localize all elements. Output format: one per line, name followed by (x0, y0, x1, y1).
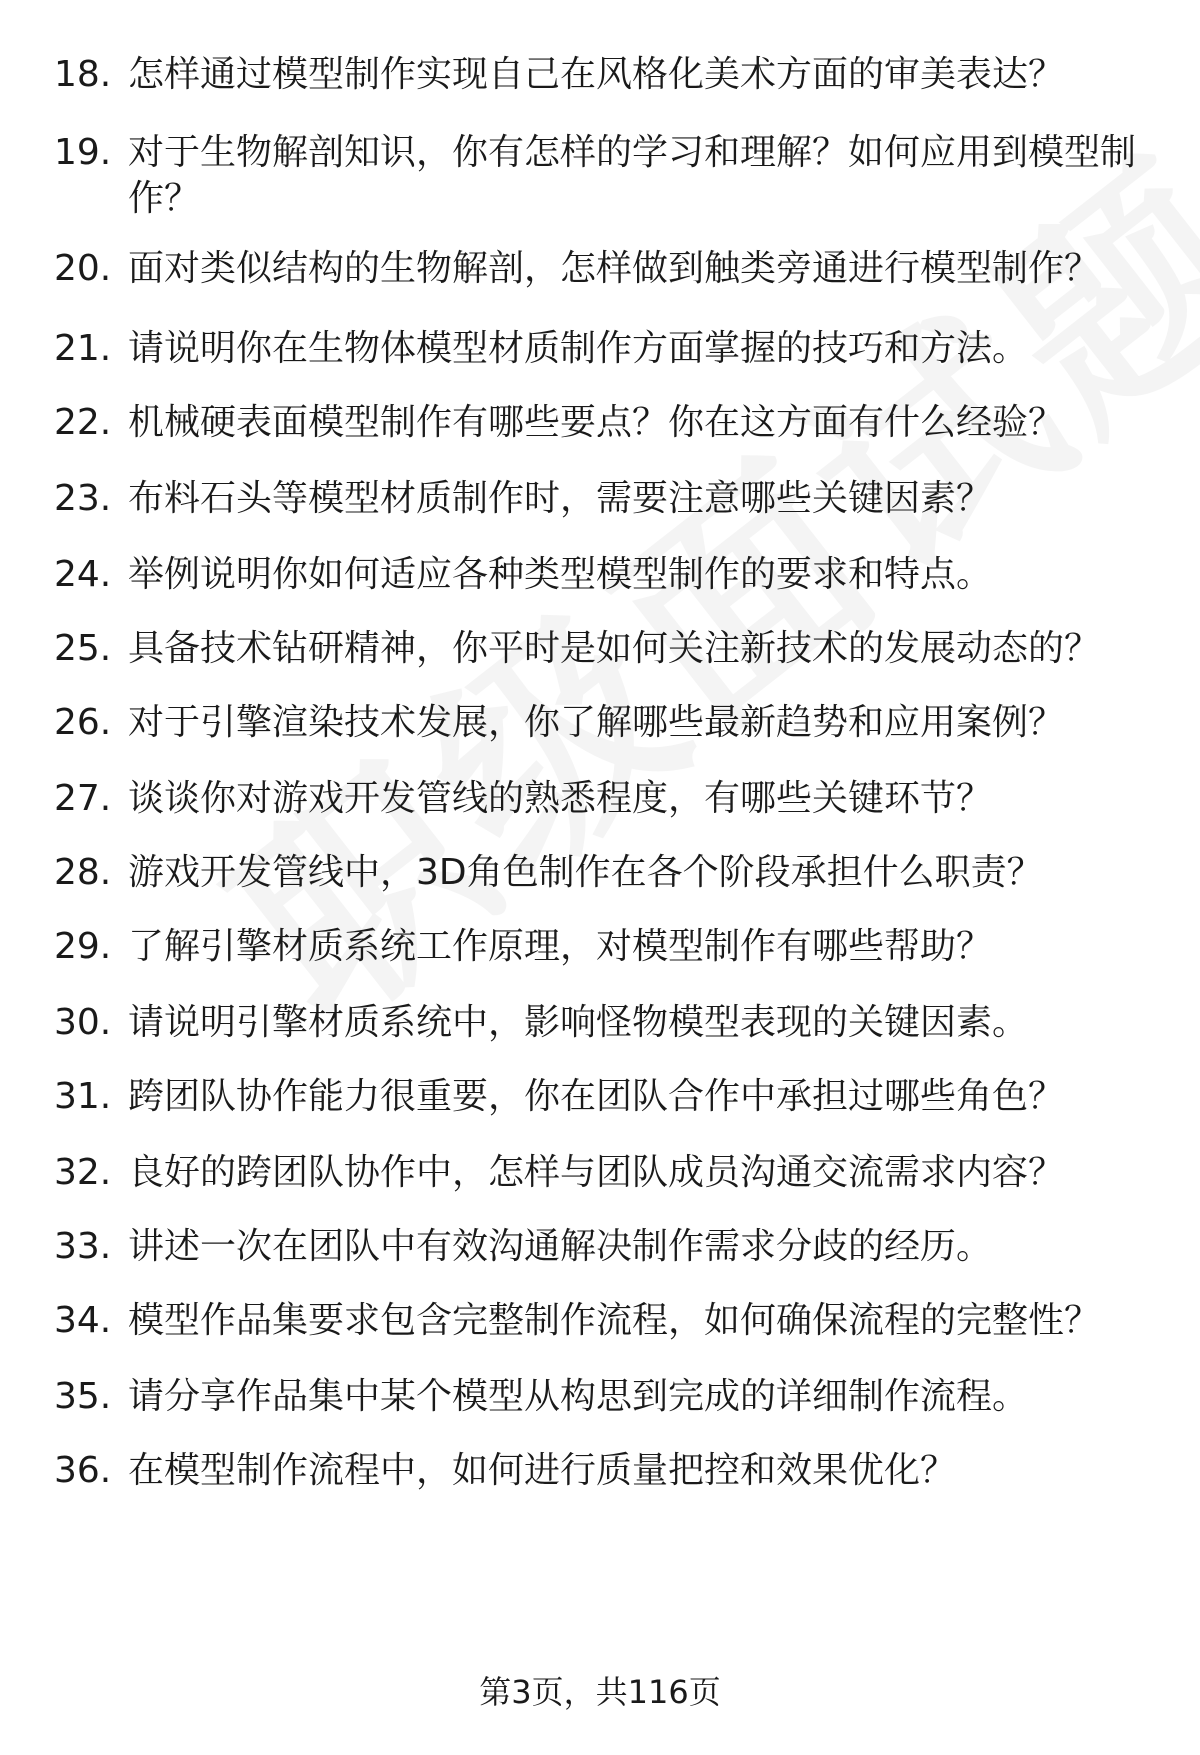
question-text: 请说明引擎材质系统中，影响怪物模型表现的关键因素。 (128, 1002, 1029, 1043)
question-text: 对于生物解剖知识，你有怎样的学习和理解？如何应用到模型制作？ (128, 132, 1137, 219)
question-number: 36. (54, 1450, 112, 1491)
question-number: 29. (54, 926, 112, 967)
question-text: 良好的跨团队协作中，怎样与团队成员沟通交流需求内容？ (128, 1152, 1065, 1193)
question-text: 请分享作品集中某个模型从构思到完成的详细制作流程。 (128, 1376, 1029, 1417)
question-text: 谈谈你对游戏开发管线的熟悉程度，有哪些关键环节？ (128, 778, 993, 819)
question-text: 讲述一次在团队中有效沟通解决制作需求分歧的经历。 (128, 1226, 993, 1267)
question-number: 30. (54, 1002, 112, 1043)
question-number: 19. (54, 132, 112, 173)
question-number: 21. (54, 328, 112, 369)
question-number: 27. (54, 778, 112, 819)
question-number: 33. (54, 1226, 112, 1267)
question-text: 对于引擎渲染技术发展，你了解哪些最新趋势和应用案例？ (128, 702, 1065, 743)
question-text: 举例说明你如何适应各种类型模型制作的要求和特点。 (128, 554, 993, 595)
question-text: 机械硬表面模型制作有哪些要点？你在这方面有什么经验？ (128, 402, 1065, 443)
question-number: 28. (54, 852, 112, 893)
question-number: 34. (54, 1300, 112, 1341)
question-text: 游戏开发管线中，3D角色制作在各个阶段承担什么职责？ (128, 852, 1043, 893)
question-number: 24. (54, 554, 112, 595)
question-number: 32. (54, 1152, 112, 1193)
question-number: 23. (54, 478, 112, 519)
question-number: 18. (54, 54, 112, 95)
question-number: 31. (54, 1076, 112, 1117)
question-text: 怎样通过模型制作实现自己在风格化美术方面的审美表达？ (128, 54, 1065, 95)
question-number: 20. (54, 248, 112, 289)
question-text: 具备技术钻研精神，你平时是如何关注新技术的发展动态的？ (128, 628, 1101, 669)
question-number: 35. (54, 1376, 112, 1417)
question-number: 22. (54, 402, 112, 443)
question-number: 26. (54, 702, 112, 743)
question-text: 了解引擎材质系统工作原理，对模型制作有哪些帮助？ (128, 926, 993, 967)
question-text: 模型作品集要求包含完整制作流程，如何确保流程的完整性？ (128, 1300, 1101, 1341)
question-text: 跨团队协作能力很重要，你在团队合作中承担过哪些角色？ (128, 1076, 1065, 1117)
question-text: 请说明你在生物体模型材质制作方面掌握的技巧和方法。 (128, 328, 1029, 369)
question-text: 面对类似结构的生物解剖，怎样做到触类旁通进行模型制作？ (128, 248, 1101, 289)
question-number: 25. (54, 628, 112, 669)
page-number-label: 第3页，共116页 (479, 1673, 721, 1711)
question-text: 在模型制作流程中，如何进行质量把控和效果优化？ (128, 1450, 957, 1491)
page-footer (0, 1672, 1200, 1712)
question-text: 布料石头等模型材质制作时，需要注意哪些关键因素？ (128, 478, 993, 519)
